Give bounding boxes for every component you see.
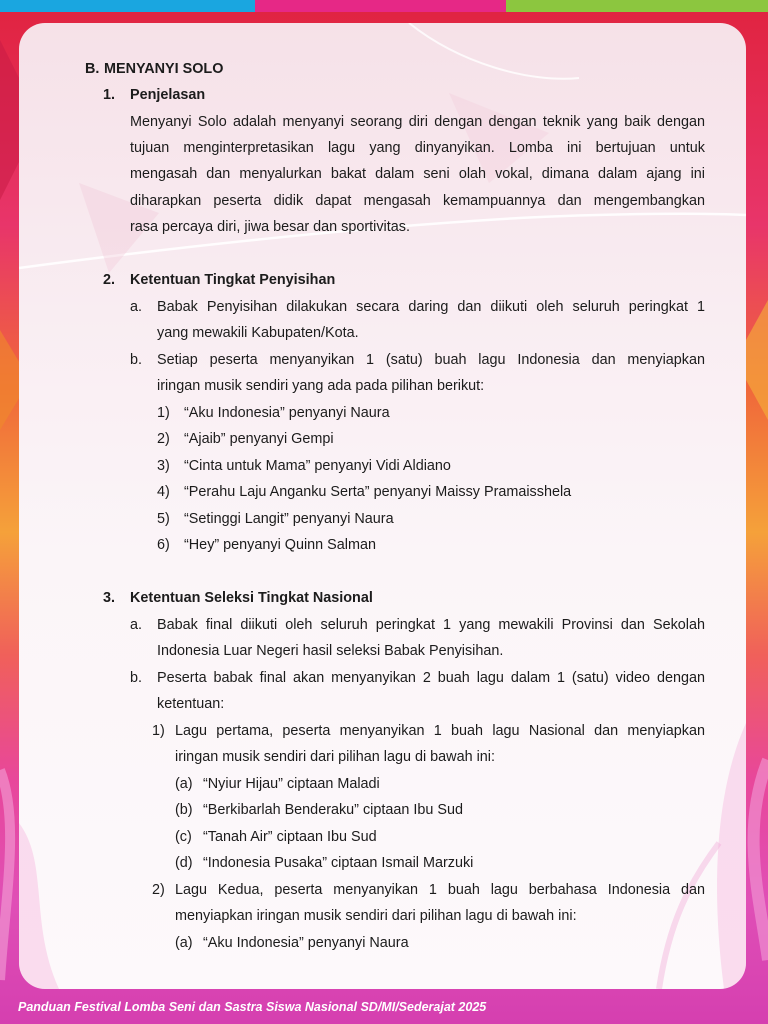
document-body [19, 23, 746, 989]
section-marker: B. [85, 61, 100, 77]
song-number: 2) [157, 431, 170, 447]
item-1-heading: Penjelasan [130, 87, 206, 103]
item-3a-line: Indonesia Luar Negeri hasil seleksi Babak Penyisihan. [157, 643, 504, 659]
item-3a-line: Babak final diikuti oleh seluruh peringkat 1 yang mewakili Provinsi dan Sekolah [157, 617, 705, 633]
item-2a-line: yang mewakili Kabupaten/Kota. [157, 325, 359, 341]
top-strip-magenta [255, 0, 506, 12]
song-title: “Aku Indonesia” penyanyi Naura [203, 935, 409, 951]
song-title: “Indonesia Pusaka” ciptaan Ismail Marzuki [203, 855, 474, 871]
paragraph-line: Menyanyi Solo adalah menyanyi seorang diri dengan dengan teknik yang baik dengan [130, 114, 705, 130]
item-2b-marker: b. [130, 352, 143, 368]
item-2a-marker: a. [130, 299, 143, 315]
top-strip-green [506, 0, 768, 12]
page-footer: Panduan Festival Lomba Seni dan Sastra Siswa Nasional SD/MI/Sederajat 2025 [18, 1000, 487, 1014]
item-3b2-line: menyiapkan iringan musik sendiri dari pilihan lagu di bawah ini: [175, 908, 577, 924]
item-2a-line: Babak Penyisihan dilakukan secara daring dan diikuti oleh seluruh peringkat 1 [157, 299, 705, 315]
song-title: “Ajaib” penyanyi Gempi [184, 431, 334, 447]
item-2b-line: iringan musik sendiri yang ada pada pilihan berikut: [157, 378, 485, 394]
song-title: “Tanah Air” ciptaan Ibu Sud [203, 829, 377, 845]
song-number: (b) [175, 802, 193, 818]
song-title: “Cinta untuk Mama” penyanyi Vidi Aldiano [184, 458, 451, 474]
song-number: 5) [157, 511, 170, 527]
item-2b-line: Setiap peserta menyanyikan 1 (satu) buah lagu Indonesia dan menyiapkan [157, 352, 705, 368]
item-3a-marker: a. [130, 617, 143, 633]
item-1-number: 1. [103, 87, 116, 103]
song-title: “Berkibarlah Benderaku” ciptaan Ibu Sud [203, 802, 463, 818]
item-3-heading: Ketentuan Seleksi Tingkat Nasional [130, 590, 373, 606]
song-number: 6) [157, 537, 170, 553]
item-2-heading: Ketentuan Tingkat Penyisihan [130, 272, 336, 288]
item-3b1-line: iringan musik sendiri dari pilihan lagu di bawah ini: [175, 749, 495, 765]
paragraph-line: diharapkan peserta didik dapat mengasah kemampuannya dan mengembangkan [130, 193, 705, 209]
paragraph-line: tujuan menginterpretasikan lagu yang dinyanyikan. Lomba ini bertujuan untuk [130, 140, 705, 156]
top-color-strip [0, 0, 768, 12]
item-3b2-line: Lagu Kedua, peserta menyanyikan 1 buah lagu berbahasa Indonesia dan [175, 882, 705, 898]
item-3b-line: ketentuan: [157, 696, 225, 712]
song-number: (a) [175, 935, 193, 951]
song-number: (a) [175, 776, 193, 792]
paragraph-line: mengasah dan menyalurkan bakat dalam seni olah vokal, dimana dalam ajang ini [130, 166, 705, 182]
content-card [19, 23, 746, 989]
item-2-number: 2. [103, 272, 116, 288]
item-3b2-marker: 2) [152, 882, 165, 898]
song-number: (d) [175, 855, 193, 871]
item-3b1-line: Lagu pertama, peserta menyanyikan 1 buah lagu Nasional dan menyiapkan [175, 723, 705, 739]
song-title: “Hey” penyanyi Quinn Salman [184, 537, 376, 553]
section-title: MENYANYI SOLO [104, 61, 224, 77]
item-3-number: 3. [103, 590, 116, 606]
song-title: “Setinggi Langit” penyanyi Naura [184, 511, 394, 527]
song-number: 1) [157, 405, 170, 421]
top-strip-blue [0, 0, 255, 12]
item-3b1-marker: 1) [152, 723, 165, 739]
song-title: “Perahu Laju Anganku Serta” penyanyi Maissy Pramaisshela [184, 484, 572, 500]
song-number: (c) [175, 829, 192, 845]
song-title: “Nyiur Hijau” ciptaan Maladi [203, 776, 380, 792]
song-title: “Aku Indonesia” penyanyi Naura [184, 405, 390, 421]
item-3b-marker: b. [130, 670, 143, 686]
paragraph-line: rasa percaya diri, jiwa besar dan sportivitas. [130, 219, 410, 235]
song-number: 3) [157, 458, 170, 474]
song-number: 4) [157, 484, 170, 500]
item-3b-line: Peserta babak final akan menyanyikan 2 buah lagu dalam 1 (satu) video dengan [157, 670, 705, 686]
